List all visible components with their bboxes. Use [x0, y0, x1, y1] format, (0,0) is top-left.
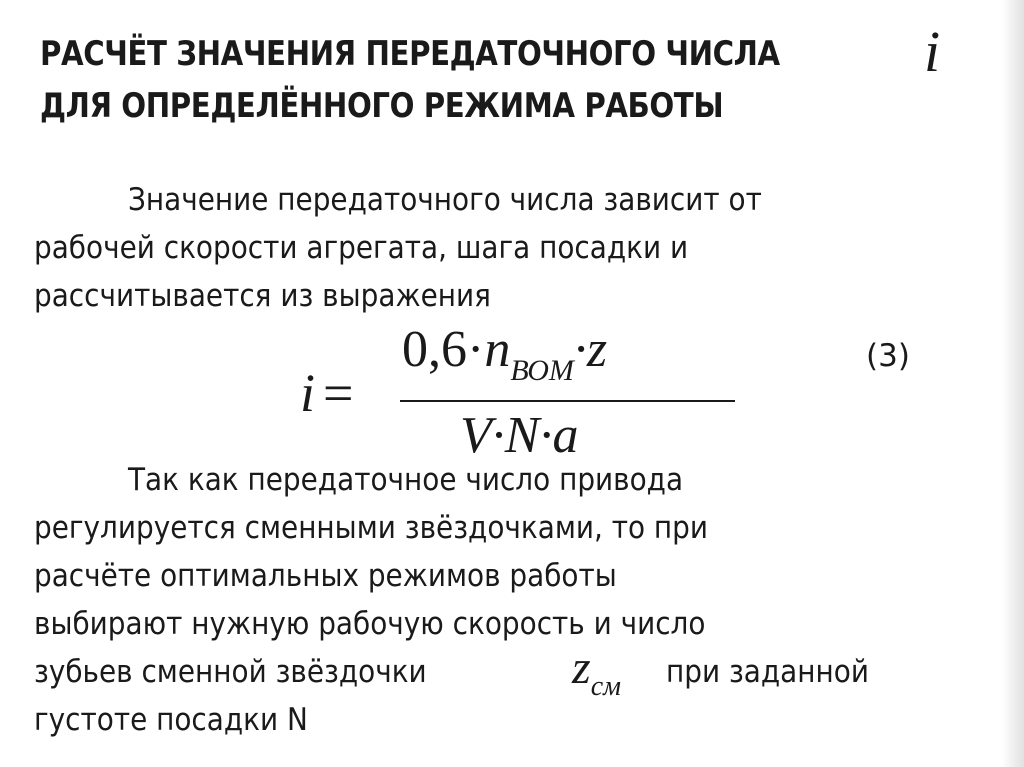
paragraph2-line-5-tail: при заданной: [666, 654, 869, 690]
title-line-2: ДЛЯ ОПРЕДЕЛЁННОГО РЕЖИМА РАБОТЫ: [40, 86, 724, 126]
formula-numerator: [402, 320, 608, 387]
formula-lhs-var: i: [300, 363, 316, 423]
formula-equals: =: [323, 363, 354, 423]
paragraph2-line-6: густоте посадки N: [34, 702, 308, 738]
formula-num-var: n: [484, 321, 511, 378]
symbol-z-sub: см: [590, 671, 621, 702]
page-edge-shadow: [1002, 0, 1024, 767]
formula-lhs: [300, 362, 353, 424]
paragraph1-line-2: рабочей скорости агрегата, шага посадки и: [34, 230, 689, 266]
title-variable: i: [924, 19, 941, 84]
formula-num-tail: ·z: [573, 321, 608, 378]
equation-number: (3): [866, 338, 910, 374]
paragraph2-line-2: регулируется сменными звёздочками, то при: [34, 510, 709, 546]
title-line-1: РАСЧЁТ ЗНАЧЕНИЯ ПЕРЕДАТОЧНОГО ЧИСЛА: [40, 34, 780, 74]
paragraph2-line-5: зубьев сменной звёздочки: [34, 654, 427, 690]
paragraph1-line-1: Значение передаточного числа зависит от: [128, 182, 762, 218]
paragraph2-line-1: Так как передаточное число привода: [128, 462, 684, 498]
paragraph2-line-3: расчёте оптимальных режимов работы: [34, 558, 617, 594]
symbol-z-sm: [572, 640, 621, 702]
symbol-z-base: z: [572, 641, 591, 694]
fraction-bar: [400, 400, 735, 402]
formula-num-coef: 0,6·: [402, 321, 485, 378]
formula-denominator: V·N·a: [460, 407, 579, 464]
paragraph2-line-4: выбирают нужную рабочую скорость и число: [34, 606, 706, 642]
formula: [300, 318, 740, 464]
paragraph1-line-3: рассчитывается из выражения: [34, 278, 491, 314]
formula-num-sub: ВОМ: [510, 354, 574, 387]
